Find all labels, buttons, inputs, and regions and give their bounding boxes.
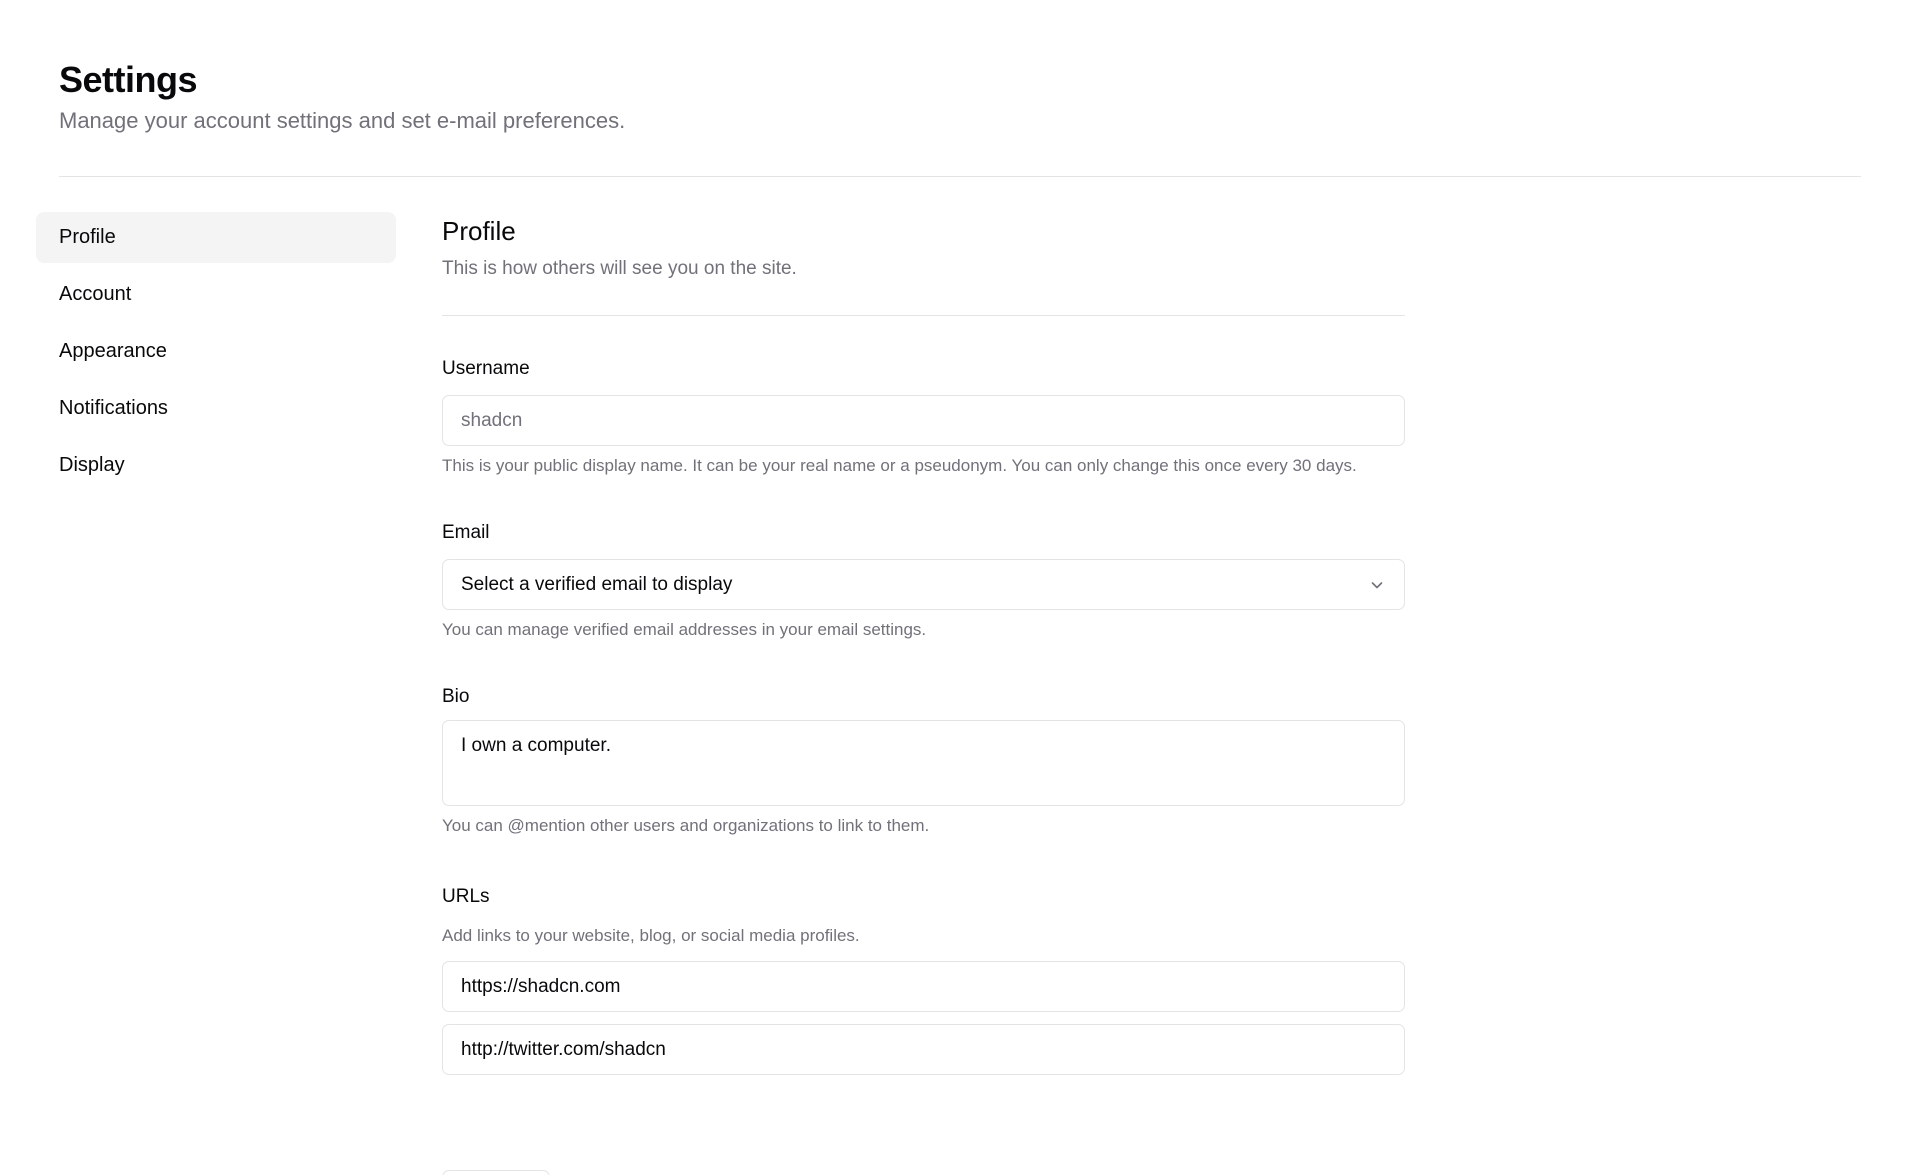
chevron-down-icon bbox=[1368, 576, 1386, 594]
email-label: Email bbox=[442, 522, 490, 543]
url-input-1[interactable] bbox=[442, 961, 1405, 1012]
profile-section bbox=[442, 212, 1405, 1075]
page-header bbox=[59, 58, 1859, 136]
username-label: Username bbox=[442, 358, 530, 379]
bio-field-group bbox=[442, 684, 1405, 840]
urls-field-group bbox=[442, 884, 1405, 1075]
sidebar-item-display[interactable]: Display bbox=[59, 454, 125, 476]
username-input[interactable] bbox=[442, 395, 1405, 446]
sidebar-item-account[interactable]: Account bbox=[59, 283, 132, 305]
sidebar-item-notifications[interactable]: Notifications bbox=[59, 397, 168, 419]
bio-label: Bio bbox=[442, 686, 470, 707]
add-url-button[interactable] bbox=[442, 1170, 550, 1175]
email-select-value: Select a verified email to display bbox=[461, 573, 733, 595]
section-title: Profile bbox=[442, 216, 516, 246]
url-input-2[interactable] bbox=[442, 1024, 1405, 1075]
header-divider bbox=[59, 176, 1861, 177]
sidebar-item-appearance[interactable]: Appearance bbox=[59, 340, 167, 362]
bio-textarea[interactable] bbox=[442, 720, 1405, 806]
username-help: This is your public display name. It can be your real name or a pseudonym. You can only change this once every 30 days. bbox=[442, 456, 1357, 475]
section-divider bbox=[442, 315, 1405, 316]
urls-description: Add links to your website, blog, or social media profiles. bbox=[442, 926, 860, 945]
page-subtitle: Manage your account settings and set e-mail preferences. bbox=[59, 108, 626, 133]
email-help: You can manage verified email addresses in your email settings. bbox=[442, 620, 927, 639]
sidebar-item-profile[interactable]: Profile bbox=[36, 212, 396, 263]
email-select[interactable] bbox=[442, 559, 1405, 610]
settings-sidebar bbox=[36, 212, 396, 497]
bio-help: You can @mention other users and organizations to link to them. bbox=[442, 816, 930, 835]
username-field-group bbox=[442, 356, 1405, 480]
email-field-group bbox=[442, 520, 1405, 644]
section-description: This is how others will see you on the site. bbox=[442, 258, 797, 279]
page-title: Settings bbox=[59, 59, 198, 100]
urls-label: URLs bbox=[442, 886, 490, 907]
